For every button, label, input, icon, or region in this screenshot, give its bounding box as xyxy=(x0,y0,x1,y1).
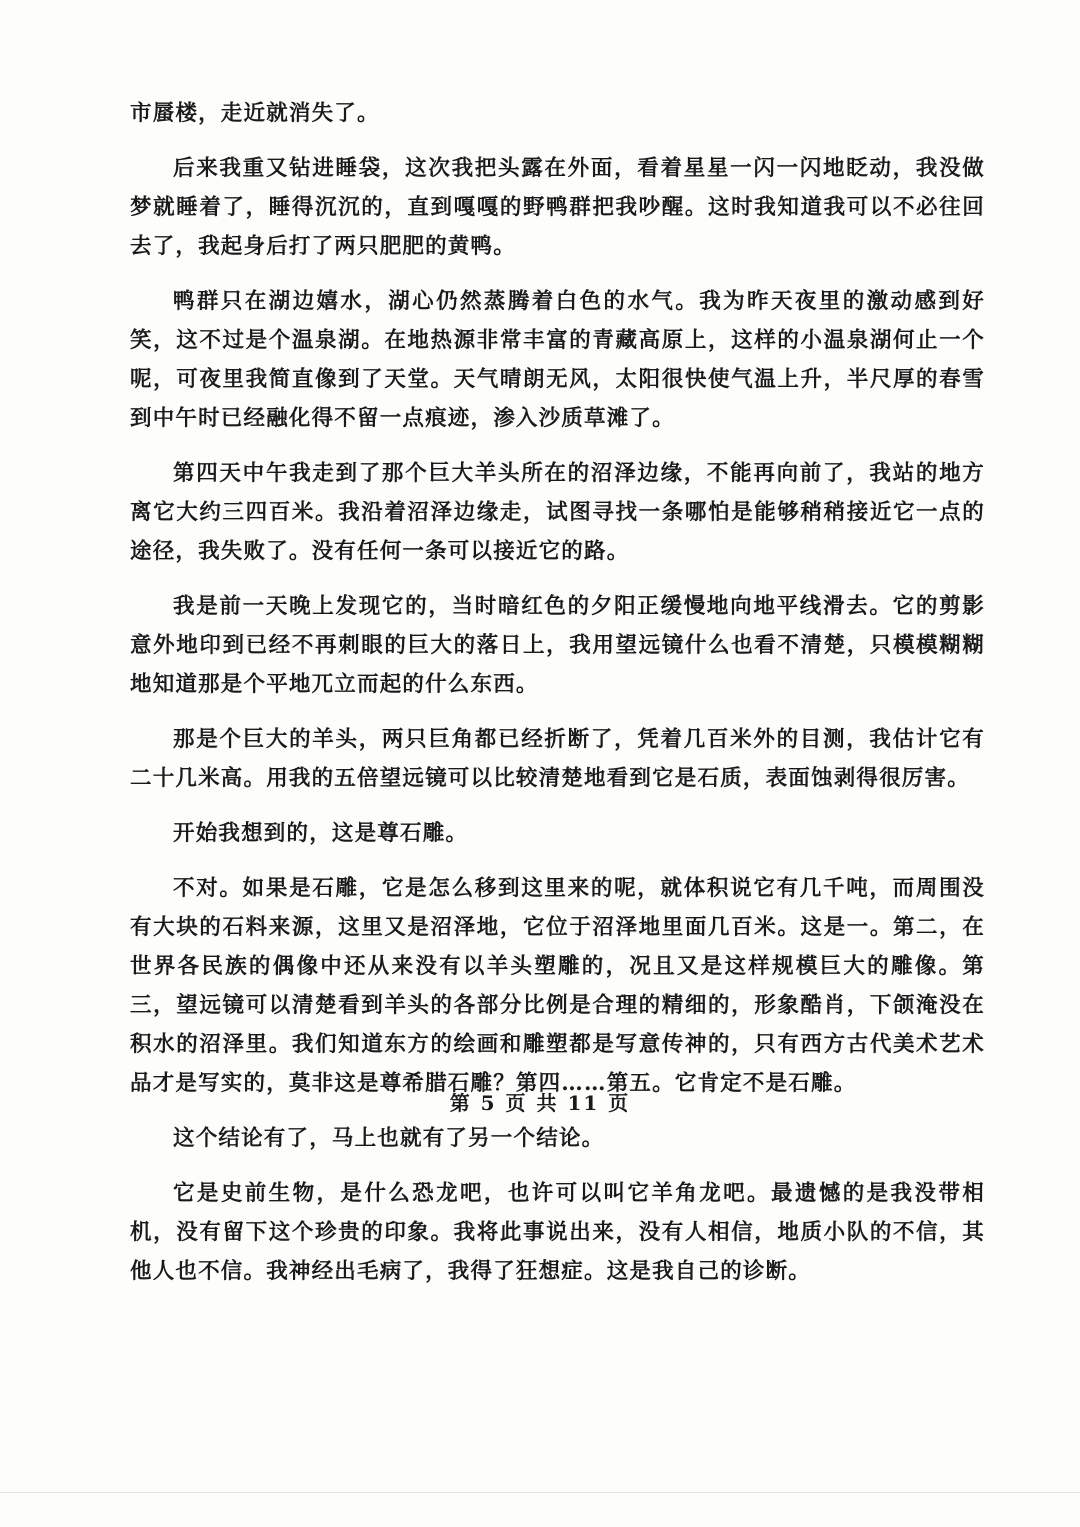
paragraph: 开始我想到的，这是尊石雕。 xyxy=(173,821,469,846)
page-number-footer: 第 5 页 共 11 页 xyxy=(449,1091,631,1115)
paragraph: 后来我重又钻进睡袋，这次我把头露在外面，看着星星一闪一闪地眨动，我没做梦就睡着了，睡得沉沉的，直到嘎嘎的野鸭群把我吵醒。这时我知道我可以不必往回去了，我起身后打了两只肥肥的黄鸭。 xyxy=(130,156,985,259)
paragraph: 不对。如果是石雕，它是怎么移到这里来的呢，就体积说它有几千吨，而周围没有大块的石料来源，这里又是沼泽地，它位于沼泽地里面几百米。这是一。第二，在世界各民族的偶像中还从来没有以羊头塑雕的，况且又是这样规模巨大的雕像。第三，望远镜可以清楚看到羊头的各部分比例是合理的精细的，形象酷肖，下颌淹没在积水的沼泽里。我们知道东方的绘画和雕塑都是写意传神的，只有西方古代美术艺术品才是写实的，莫非这是尊希腊石雕？第四……第五。它肯定不是石雕。 xyxy=(130,876,985,1096)
paragraph: 这个结论有了，马上也就有了另一个结论。 xyxy=(173,1126,605,1151)
page-edge-divider xyxy=(0,1492,1080,1493)
paragraph: 第四天中午我走到了那个巨大羊头所在的沼泽边缘，不能再向前了，我站的地方离它大约三四百米。我沿着沼泽边缘走，试图寻找一条哪怕是能够稍稍接近它一点的途径，我失败了。没有任何一条可以接近它的路。 xyxy=(130,461,985,564)
paragraph: 它是史前生物，是什么恐龙吧，也许可以叫它羊角龙吧。最遗憾的是我没带相机，没有留下这个珍贵的印象。我将此事说出来，没有人相信，地质小队的不信，其他人也不信。我神经出毛病了，我得了狂想症。这是我自己的诊断。 xyxy=(130,1181,985,1284)
document-body xyxy=(130,94,985,1307)
paragraph: 鸭群只在湖边嬉水，湖心仍然蒸腾着白色的水气。我为昨天夜里的激动感到好笑，这不过是个温泉湖。在地热源非常丰富的青藏高原上，这样的小温泉湖何止一个呢，可夜里我简直像到了天堂。天气晴朗无风，太阳很快使气温上升，半尺厚的春雪到中午时已经融化得不留一点痕迹，渗入沙质草滩了。 xyxy=(130,289,985,431)
paragraph: 我是前一天晚上发现它的，当时暗红色的夕阳正缓慢地向地平线滑去。它的剪影意外地印到已经不再刺眼的巨大的落日上，我用望远镜什么也看不清楚，只模模糊糊地知道那是个平地兀立而起的什么东西。 xyxy=(130,594,985,697)
paragraph: 市蜃楼，走近就消失了。 xyxy=(130,101,380,126)
paragraph: 那是个巨大的羊头，两只巨角都已经折断了，凭着几百米外的目测，我估计它有二十几米高。用我的五倍望远镜可以比较清楚地看到它是石质，表面蚀剥得很厉害。 xyxy=(130,727,985,791)
